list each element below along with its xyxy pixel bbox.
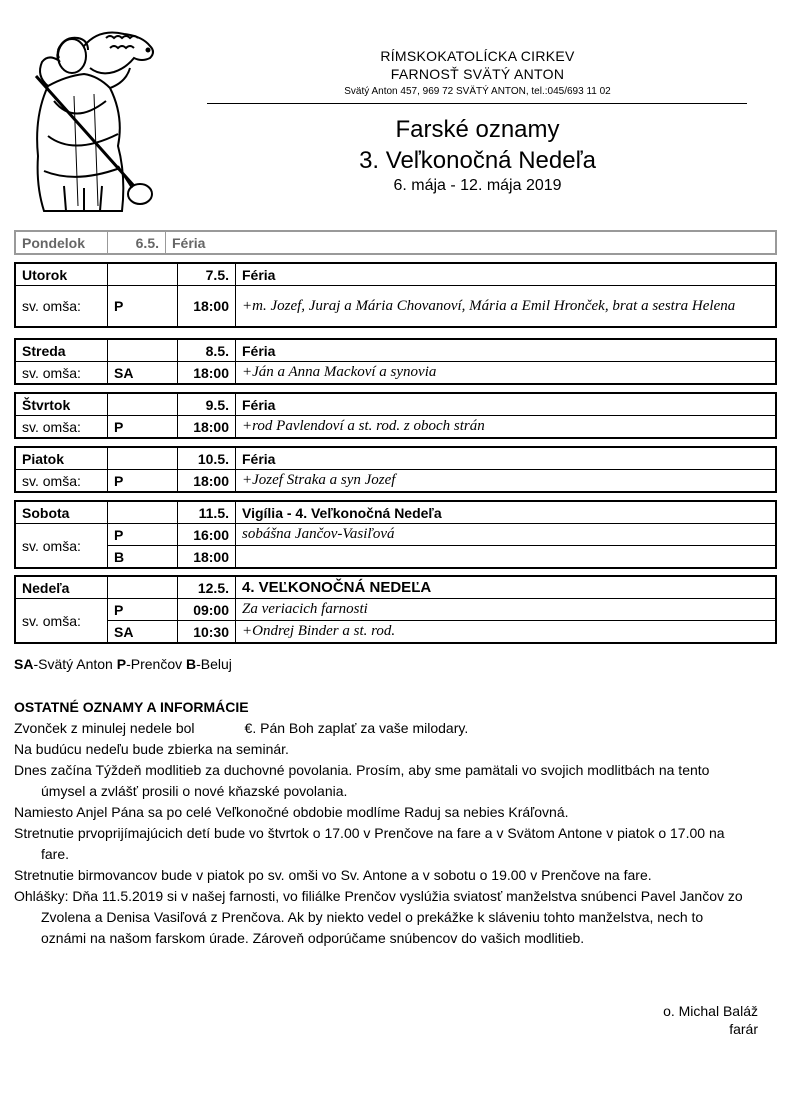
legend-text-sa: -Svätý Anton xyxy=(33,656,117,672)
day-table-friday xyxy=(14,446,777,493)
notice-collection-text: Zvonček z minulej nedele bol xyxy=(14,720,195,736)
mass-row xyxy=(15,416,776,439)
notice-collection xyxy=(14,718,774,739)
place-legend xyxy=(14,656,232,672)
mass-label: sv. omša: xyxy=(15,470,108,493)
day-header-row xyxy=(15,576,776,599)
day-table-sunday xyxy=(14,575,777,644)
legend-code-p: P xyxy=(116,656,127,672)
day-date: 7.5. xyxy=(178,263,236,286)
parish-name: FARNOSŤ SVÄTÝ ANTON xyxy=(390,66,565,82)
day-table-tuesday xyxy=(14,262,777,328)
notice-banns: Ohlášky: Dňa 11.5.2019 si v našej farnosti, vo filiálke Prenčov vyslúžia sviatosť manželstva snúbenci Pavel Jančov zo xyxy=(14,888,743,904)
notice-banns-cont1: Zvolena a Denisa Vasiľová z Prenčova. Ak by niekto vedel o prekážke k sláveniu tohto manželstva, nech to xyxy=(41,909,704,925)
mass-row xyxy=(15,599,776,621)
mass-time: 10:30 xyxy=(178,621,236,644)
day-name: Pondelok xyxy=(15,231,108,254)
day-table-thursday xyxy=(14,392,777,439)
day-name: Nedeľa xyxy=(15,576,108,599)
notice-vocations-cont: úmysel a zvlášť prosili o nové kňazské povolania. xyxy=(41,783,348,799)
day-name: Streda xyxy=(15,339,108,362)
day-header-row xyxy=(15,501,776,524)
mass-row xyxy=(15,524,776,546)
mass-place: P xyxy=(108,470,178,493)
mass-place: SA xyxy=(108,621,178,644)
notice-confirmation: Stretnutie birmovancov bude v piatok po sv. omši vo Sv. Antone a v sobotu o 19.00 v Prenčove na fare. xyxy=(14,867,652,883)
day-feast: Féria xyxy=(236,393,777,416)
day-date: 11.5. xyxy=(178,501,236,524)
mass-label: sv. omša: xyxy=(15,416,108,439)
mass-place: P xyxy=(108,416,178,439)
mass-intention: +Ondrej Binder a st. rod. xyxy=(236,621,777,644)
mass-place: B xyxy=(108,546,178,569)
day-date: 9.5. xyxy=(178,393,236,416)
notices-body xyxy=(14,718,774,949)
date-range: 6. mája - 12. mája 2019 xyxy=(393,177,562,194)
mass-label: sv. omša: xyxy=(15,362,108,385)
mass-row xyxy=(15,470,776,493)
mass-row xyxy=(15,362,776,385)
notices-title: OSTATNÉ OZNAMY A INFORMÁCIE xyxy=(14,699,249,715)
notice-vocations: Dnes začína Týždeň modlitieb za duchovné povolania. Prosím, aby sme pamätali vo svojich modlitbách na tento xyxy=(14,762,710,778)
day-date: 12.5. xyxy=(178,576,236,599)
day-date: 6.5. xyxy=(108,231,166,254)
day-header-row xyxy=(15,339,776,362)
mass-intention xyxy=(236,546,777,569)
day-name: Štvrtok xyxy=(15,393,108,416)
notice-first-communion-cont: fare. xyxy=(41,846,70,862)
signature-name: o. Michal Baláž xyxy=(663,1003,758,1019)
notice-collection-thanks: €. Pán Boh zaplať za vaše milodary. xyxy=(244,720,469,736)
notice-banns-cont2: oznámi na našom farskom úrade. Zároveň odporúčame snúbencov do vašich modlitieb. xyxy=(41,930,585,946)
mass-place: P xyxy=(108,286,178,328)
day-header-row xyxy=(15,393,776,416)
day-date: 10.5. xyxy=(178,447,236,470)
legend-code-b: B xyxy=(186,656,197,672)
legend-text-p: -Prenčov xyxy=(126,656,186,672)
page-subtitle: 3. Veľkonočná Nedeľa xyxy=(359,147,596,174)
mass-time: 09:00 xyxy=(178,599,236,621)
page-title: Farské oznamy xyxy=(395,116,560,143)
day-header-row xyxy=(15,231,776,254)
mass-intention: +Jozef Straka a syn Jozef xyxy=(236,470,777,493)
mass-intention: +rod Pavlendoví a st. rod. z oboch strán xyxy=(236,416,777,439)
parish-address: Svätý Anton 457, 969 72 SVÄTÝ ANTON, tel.:045/693 11 02 xyxy=(344,86,611,97)
day-feast: Vigília - 4. Veľkonočná Nedeľa xyxy=(236,501,777,524)
mass-time: 18:00 xyxy=(178,362,236,385)
notice-seminary-collection: Na budúcu nedeľu bude zbierka na seminár. xyxy=(14,741,289,757)
mass-time: 18:00 xyxy=(178,546,236,569)
legend-text-b: -Beluj xyxy=(196,656,232,672)
mass-intention: +m. Jozef, Juraj a Mária Chovanoví, Mária a Emil Hronček, brat a sestra Helena xyxy=(236,286,777,328)
day-name: Sobota xyxy=(15,501,108,524)
mass-time: 18:00 xyxy=(178,470,236,493)
mass-place: SA xyxy=(108,362,178,385)
saint-with-lamb-logo xyxy=(14,6,164,220)
day-feast: Féria xyxy=(236,447,777,470)
mass-row xyxy=(15,621,776,644)
day-header-row xyxy=(15,447,776,470)
mass-time: 18:00 xyxy=(178,416,236,439)
mass-intention: sobášna Jančov-Vasiľová xyxy=(236,524,777,546)
header-divider xyxy=(207,103,747,104)
notice-first-communion: Stretnutie prvoprijímajúcich detí bude vo štvrtok o 17.00 v Prenčove na fare a v Svätom Antone v piatok o 17.00 na xyxy=(14,825,725,841)
signature-role: farár xyxy=(729,1021,758,1037)
mass-place: P xyxy=(108,524,178,546)
day-table-wednesday xyxy=(14,338,777,385)
mass-time: 18:00 xyxy=(178,286,236,328)
day-feast: Féria xyxy=(236,339,777,362)
day-feast: Féria xyxy=(166,231,777,254)
notice-regina-caeli: Namiesto Anjel Pána sa po celé Veľkonočné obdobie modlíme Raduj sa nebies Kráľovná. xyxy=(14,804,569,820)
mass-intention: Za veriacich farnosti xyxy=(236,599,777,621)
legend-code-sa: SA xyxy=(14,656,34,672)
day-feast: 4. VEĽKONOČNÁ NEDEĽA xyxy=(236,576,777,599)
mass-intention: +Ján a Anna Mackoví a synovia xyxy=(236,362,777,385)
mass-time: 16:00 xyxy=(178,524,236,546)
day-name: Piatok xyxy=(15,447,108,470)
mass-row xyxy=(15,546,776,569)
mass-row xyxy=(15,286,776,328)
day-name: Utorok xyxy=(15,263,108,286)
day-table-saturday xyxy=(14,500,777,569)
mass-place: P xyxy=(108,599,178,621)
day-date: 8.5. xyxy=(178,339,236,362)
mass-label: sv. omša: xyxy=(15,524,108,569)
mass-label: sv. omša: xyxy=(15,599,108,644)
day-header-row xyxy=(15,263,776,286)
day-feast: Féria xyxy=(236,263,777,286)
mass-label: sv. omša: xyxy=(15,286,108,328)
church-name: RÍMSKOKATOLÍCKA CIRKEV xyxy=(380,48,575,64)
day-table-monday xyxy=(14,230,777,255)
